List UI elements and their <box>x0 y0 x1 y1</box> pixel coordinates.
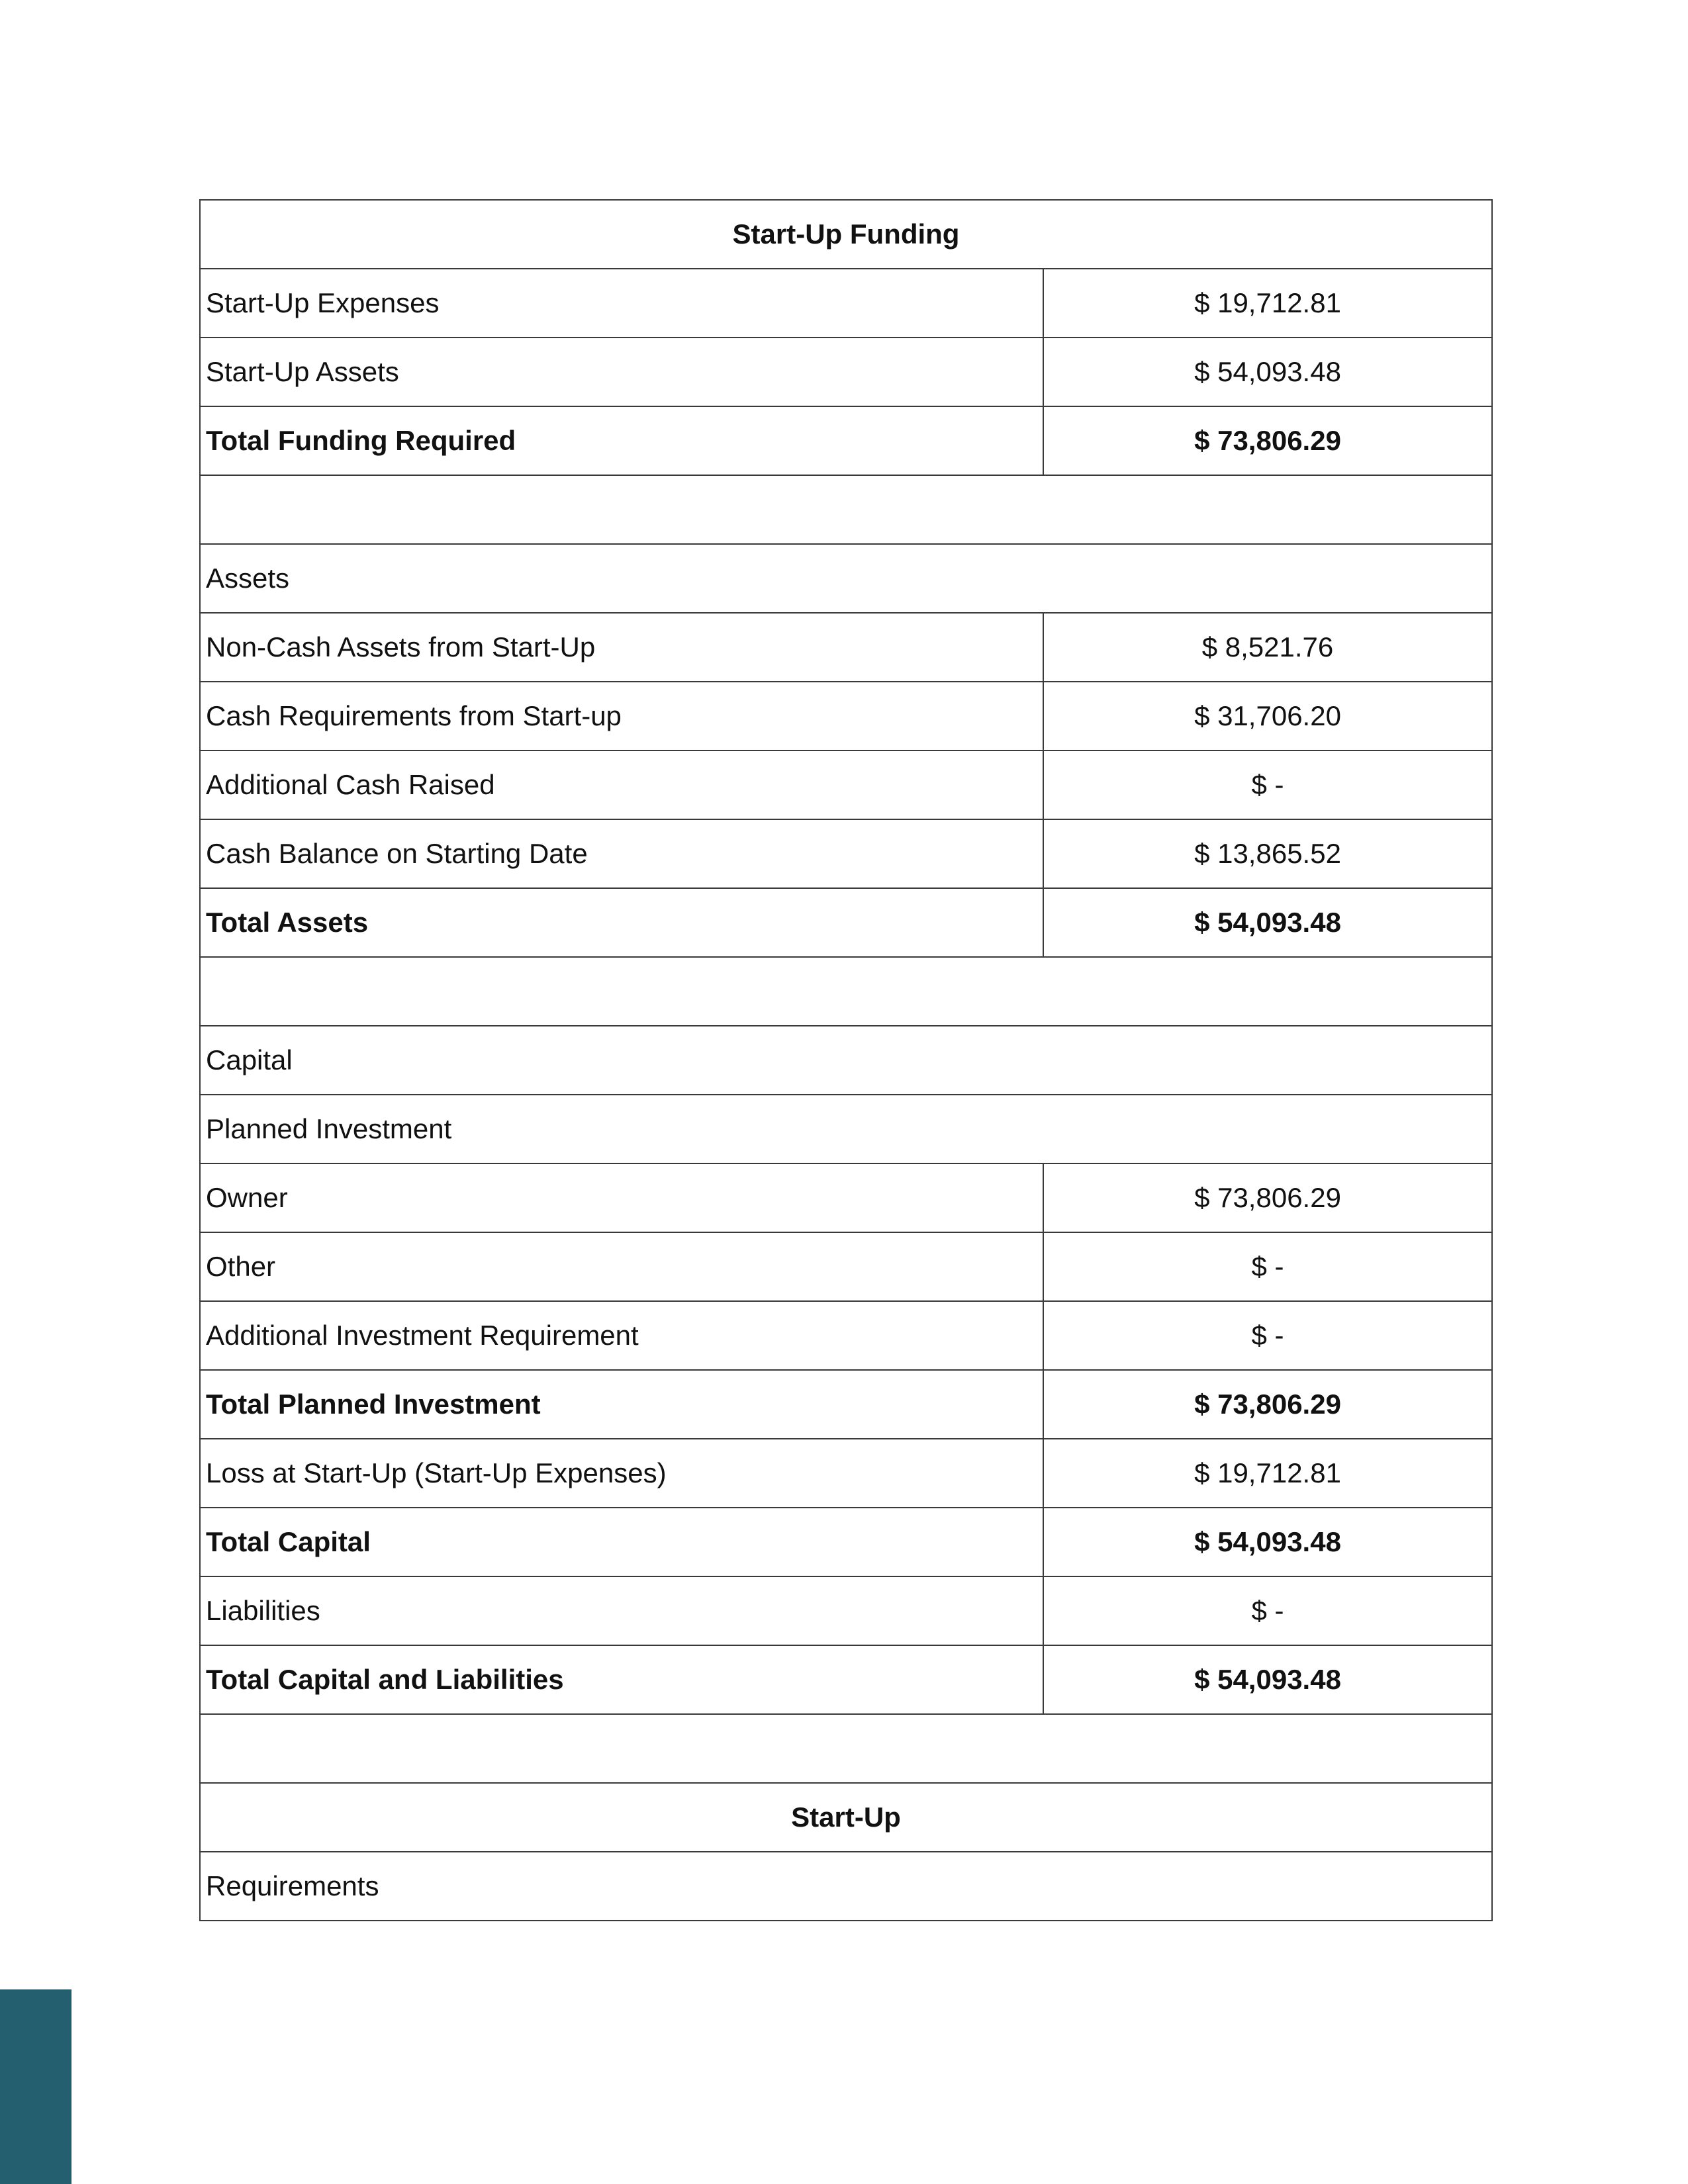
table-row-loss-at-start-up <box>200 1439 1492 1508</box>
table-row-total-assets <box>200 888 1492 957</box>
spacer-cell <box>200 475 1492 544</box>
row-value: $ 54,093.48 <box>1043 1508 1492 1576</box>
table-title-row <box>200 200 1492 269</box>
row-label: Cash Balance on Starting Date <box>200 819 1043 888</box>
row-value: $ 13,865.52 <box>1043 819 1492 888</box>
spacer-cell <box>200 1714 1492 1783</box>
row-label: Total Capital and Liabilities <box>200 1645 1043 1714</box>
table-row-cash-requirements <box>200 682 1492 751</box>
row-value: $ 73,806.29 <box>1043 406 1492 475</box>
row-value: $ 54,093.48 <box>1043 338 1492 406</box>
section-label: Assets <box>200 544 1492 613</box>
table-row-non-cash-assets <box>200 613 1492 682</box>
row-value: $ 31,706.20 <box>1043 682 1492 751</box>
table-row-liabilities <box>200 1576 1492 1645</box>
table-row-other <box>200 1232 1492 1301</box>
section-label: Capital <box>200 1026 1492 1095</box>
section-header-assets <box>200 544 1492 613</box>
row-label: Total Funding Required <box>200 406 1043 475</box>
row-value: $ - <box>1043 751 1492 819</box>
table-row-start-up-assets <box>200 338 1492 406</box>
section-label: Planned Investment <box>200 1095 1492 1163</box>
table-row-total-funding-required <box>200 406 1492 475</box>
row-label: Total Capital <box>200 1508 1043 1576</box>
row-value: $ 73,806.29 <box>1043 1163 1492 1232</box>
section-header-planned-investment <box>200 1095 1492 1163</box>
row-value: $ 19,712.81 <box>1043 269 1492 338</box>
row-value: $ - <box>1043 1301 1492 1370</box>
row-label: Start-Up Expenses <box>200 269 1043 338</box>
table-row-cash-balance <box>200 819 1492 888</box>
row-label: Additional Cash Raised <box>200 751 1043 819</box>
row-label: Other <box>200 1232 1043 1301</box>
row-value: $ 73,806.29 <box>1043 1370 1492 1439</box>
table-row-additional-investment <box>200 1301 1492 1370</box>
row-label: Start-Up Assets <box>200 338 1043 406</box>
row-label: Cash Requirements from Start-up <box>200 682 1043 751</box>
row-label: Owner <box>200 1163 1043 1232</box>
table-row-total-capital <box>200 1508 1492 1576</box>
table-row-start-up-expenses <box>200 269 1492 338</box>
table-row-total-planned-investment <box>200 1370 1492 1439</box>
table-spacer-row <box>200 1714 1492 1783</box>
table-title: Start-Up Funding <box>200 200 1492 269</box>
table-row-owner <box>200 1163 1492 1232</box>
row-value: $ - <box>1043 1232 1492 1301</box>
row-label: Total Planned Investment <box>200 1370 1043 1439</box>
section-header-requirements <box>200 1852 1492 1921</box>
row-label: Additional Investment Requirement <box>200 1301 1043 1370</box>
decorative-accent-bar <box>0 1989 71 2184</box>
table-spacer-row <box>200 957 1492 1026</box>
section-header-capital <box>200 1026 1492 1095</box>
spacer-cell <box>200 957 1492 1026</box>
row-value: $ 54,093.48 <box>1043 1645 1492 1714</box>
row-value: $ 19,712.81 <box>1043 1439 1492 1508</box>
section-label: Requirements <box>200 1852 1492 1921</box>
row-value: $ 54,093.48 <box>1043 888 1492 957</box>
section-title-start-up <box>200 1783 1492 1852</box>
row-label: Liabilities <box>200 1576 1043 1645</box>
start-up-funding-table <box>199 199 1493 1921</box>
table-row-additional-cash-raised <box>200 751 1492 819</box>
table-spacer-row <box>200 475 1492 544</box>
row-label: Non-Cash Assets from Start-Up <box>200 613 1043 682</box>
row-label: Total Assets <box>200 888 1043 957</box>
row-value: $ - <box>1043 1576 1492 1645</box>
section-title: Start-Up <box>200 1783 1492 1852</box>
row-value: $ 8,521.76 <box>1043 613 1492 682</box>
table-row-total-capital-and-liabilities <box>200 1645 1492 1714</box>
row-label: Loss at Start-Up (Start-Up Expenses) <box>200 1439 1043 1508</box>
